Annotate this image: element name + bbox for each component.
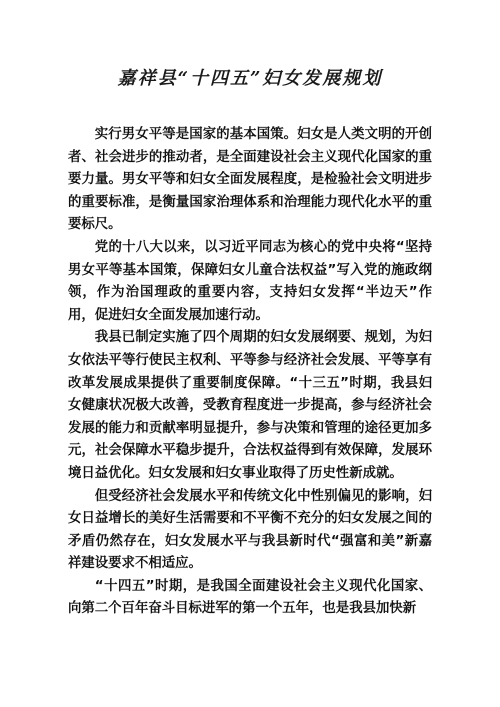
- paragraph-4: 但受经济社会发展水平和传统文化中性别偏见的影响，妇女日益增长的美好生活需要和不平衡不充分的妇女发展之间的矛盾仍然存在，妇女发展水平与我县新时代“强富和美”新嘉祥建设要求不相适应。: [68, 488, 432, 572]
- paragraph-1: 实行男女平等是国家的基本国策。妇女是人类文明的开创者、社会进步的推动者，是全面建设社会主义现代化国家的重要力量。男女平等和妇女全面发展程度，是检验社会文明进步的重要标准，是衡量国家治理体系和治理能力现代化水平的重要标尺。: [68, 127, 432, 233]
- document-title: 嘉祥县“十四五”妇女发展规划: [117, 68, 383, 89]
- paragraph-5: “十四五”时期，是我国全面建设社会主义现代化国家、向第二个百年奋斗目标进军的第一个五年，也是我县加快新: [68, 578, 432, 617]
- paragraph-3: 我县已制定实施了四个周期的妇女发展纲要、规划，为妇女依法平等行使民主权利、平等参与经济社会发展、平等享有改革发展成果提供了重要制度保障。“十三五”时期，我县妇女健康状况极大改善，受教育程度进一步提高，参与经济社会发展的能力和贡献率明显提升，参与决策和管理的途径更加多元，社会保障水平稳步提升，合法权益得到有效保障，发展环境日益优化。妇女发展和妇女事业取得了历史性新成就。: [68, 330, 432, 481]
- document-body: [68, 124, 432, 621]
- paragraph-2: 党的十八大以来，以习近平同志为核心的党中央将“坚持男女平等基本国策，保障妇女儿童合法权益”写入党的施政纲领，作为治国理政的重要内容，支持妇女发挥“半边天”作用，促进妇女全面发展加速行动。: [68, 239, 432, 323]
